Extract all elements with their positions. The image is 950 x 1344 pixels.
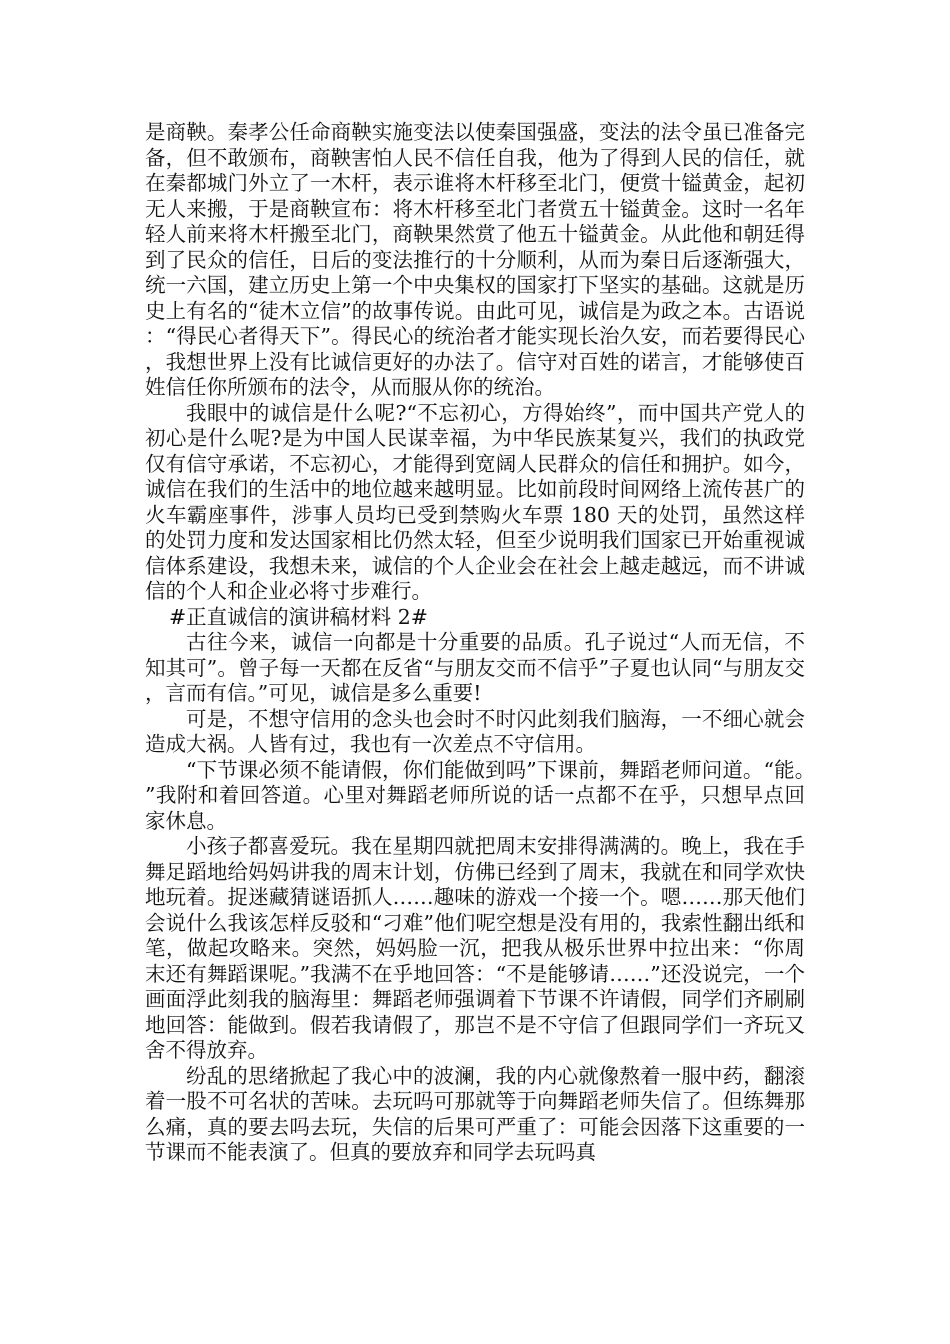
section-heading: #正直诚信的演讲稿材料 2# <box>169 604 428 629</box>
document-page <box>145 120 805 1166</box>
paragraph-not-keeping-promise: 可是，不想守信用的念头也会时不时闪此刻我们脑海，一不细心就会造成大祸。人皆有过，我也有一次差点不守信用。 <box>145 706 805 756</box>
paragraph-my-view-of-honesty: 我眼中的诚信是什么呢?“不忘初心，方得始终”，而中国共产党人的初心是什么呢?是为中国人民谋幸福，为中华民族某复兴，我们的执政党仅有信守承诺，不忘初心，才能得到宽阔人民群众的信任和拥护。如今，诚信在我们的生活中的地位越来越明显。比如前段时间网络上流传甚广的火车霸座事件，涉事人员均已受到禁购火车票 180 天的处罚，虽然这样的处罚力度和发达国家相比仍然太轻，但至少说明我们国家已开始重视诚信体系建设，我想未来，诚信的个人企业会在社会上越走越远，而不讲诚信的个人和企业必将寸步难行。 <box>145 400 805 603</box>
paragraph-dance-teacher: “下节课必须不能请假，你们能做到吗”下课前，舞蹈老师问道。“能。”我附和着回答道。心里对舞蹈老师所说的话一点都不在乎，只想早点回家休息。 <box>145 757 805 833</box>
paragraph-ancient-honesty: 古往今来，诚信一向都是十分重要的品质。孔子说过“人而无信，不知其可”。曾子每一天都在反省“与朋友交而不信乎”子夏也认同“与朋友交，言而有信。”可见，诚信是多么重要! <box>145 630 805 705</box>
paragraph-inner-conflict: 纷乱的思绪掀起了我心中的波澜，我的内心就像熬着一服中药，翻滚着一股不可名状的苦味。去玩吗可那就等于向舞蹈老师失信了。但练舞那么痛，真的要去吗去玩，失信的后果可严重了：可能会因落下这重要的一节课而不能表演了。但真的要放弃和同学去玩吗真 <box>145 1063 805 1164</box>
paragraph-weekend-plan: 小孩子都喜爱玩。我在星期四就把周末安排得满满的。晚上，我在手舞足蹈地给妈妈讲我的周末计划，仿佛已经到了周末，我就在和同学欢快地玩着。捉迷藏猜谜语抓人……趣味的游戏一个接一个。嗯……那天他们会说什么我该怎样反驳和“刁难”他们呢空想是没有用的，我索性翻出纸和笔，做起攻略来。突然，妈妈脸一沉，把我从极乐世界中拉出来：“你周末还有舞蹈课呢。”我满不在乎地回答：“不是能够请……”还没说完，一个画面浮此刻我的脑海里：舞蹈老师强调着下节课不许请假，同学们齐刷刷地回答：能做到。假若我请假了，那岂不是不守信了但跟同学们一齐玩又舍不得放弃。 <box>145 834 805 1062</box>
paragraph-shang-yang: 是商鞅。秦孝公任命商鞅实施变法以使秦国强盛，变法的法令虽已准备完备，但不敢颁布，商鞅害怕人民不信任自我，他为了得到人民的信任，就在秦都城门外立了一木杆，表示谁将木杆移至北门，便赏十镒黄金，起初无人来搬，于是商鞅宣布：将木杆移至北门者赏五十镒黄金。这时一名年轻人前来将木杆搬至北门，商鞅果然赏了他五十镒黄金。从此他和朝廷得到了民众的信任，日后的变法推行的十分顺利，从而为秦日后逐渐强大，统一六国，建立历史上第一个中央集权的国家打下坚实的基础。这就是历史上有名的“徒木立信”的故事传说。由此可见，诚信是为政之本。古语说：“得民心者得天下”。得民心的统治者才能实现长治久安，而若要得民心，我想世界上没有比诚信更好的办法了。信守对百姓的诺言，才能够使百姓信任你所颁布的法令，从而服从你的统治。 <box>145 120 805 399</box>
